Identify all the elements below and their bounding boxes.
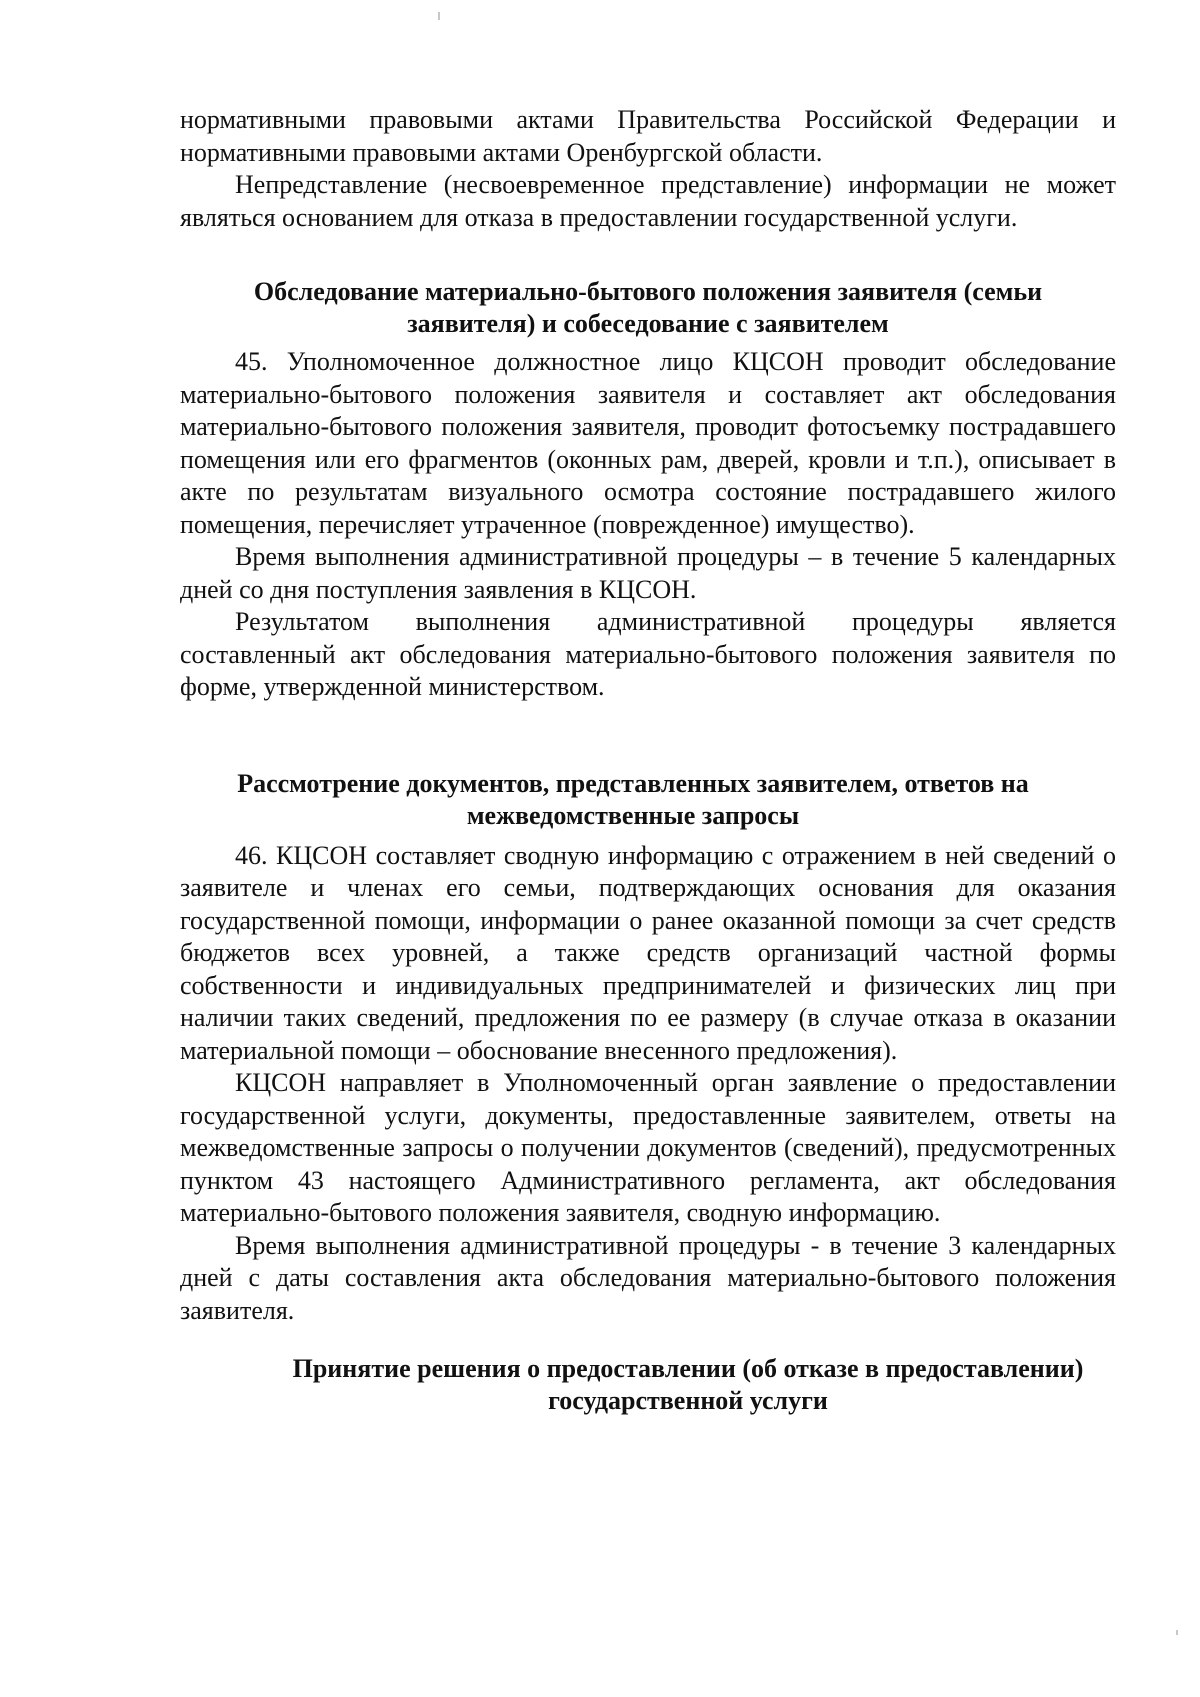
intro-continuation: нормативными правовыми актами Правительства Российской Федерации и нормативными правовыми актами Оренбургской области. (180, 105, 1116, 167)
heading-line: межведомственные запросы (466, 800, 800, 830)
heading-line: государственной услуги (548, 1386, 828, 1415)
review-time-paragraph: Время выполнения административной процедуры - в течение 3 календарных дней с даты составления акта обследования материально-бытового положения заявителя. (180, 1230, 1116, 1325)
heading-line: Рассмотрение документов, представленных заявителем, ответов на (237, 768, 1029, 798)
intro-paragraph: Непредставление (несвоевременное представление) информации не может являться основанием для отказа в предоставлении государственной услуги. (180, 170, 1116, 232)
scan-speck (1176, 1630, 1178, 1635)
survey-time-paragraph: Время выполнения административной процедуры – в течение 5 календарных дней со дня поступления заявления в КЦСОН. (180, 542, 1116, 604)
heading-line: Принятие решения о предоставлении (об отказе в предоставлении) (292, 1354, 1084, 1383)
scan-speck (438, 12, 440, 20)
paragraph-46: 46. КЦСОН составляет сводную информацию с отражением в ней сведений о заявителе и членах его семьи, подтверждающих основания для оказания государственной помощи, информации о ранее оказанной помощи за счет средств бюджетов всех уровней, а также средств организаций частной формы собственности и индивидуальных предпринимателей и физических лиц при наличии таких сведений, предложения по ее размеру (в случае отказа в оказании материальной помощи – обоснование внесенного предложения). (180, 840, 1116, 1065)
section-heading-decision (180, 1353, 1116, 1417)
review-send-paragraph: КЦСОН направляет в Уполномоченный орган заявление о предоставлении государственной услуги, документы, предоставленные заявителем, ответы на межведомственные запросы о получении документов (сведений), предусмотренных пунктом 43 настоящего Административного регламента, акт обследования материально-бытового положения заявителя, сводную информацию. (180, 1068, 1116, 1227)
survey-result-paragraph: Результатом выполнения административной процедуры является составленный акт обследования материально-бытового положения заявителя по форме, утвержденной министерством. (180, 607, 1116, 701)
heading-line: Обследование материально-бытового положения заявителя (семьи (253, 277, 1043, 306)
heading-line: заявителя) и собеседование с заявителем (407, 309, 889, 338)
section-heading-survey (180, 276, 1116, 340)
section-heading-review (180, 768, 1116, 832)
paragraph-45: 45. Уполномоченное должностное лицо КЦСОН проводит обследование материально-бытового положения заявителя и составляет акт обследования материально-бытового положения заявителя, проводит фотосъемку пострадавшего помещения или его фрагментов (оконных рам, дверей, кровли и т.п.), описывает в акте по результатам визуального осмотра состояние пострадавшего жилого помещения, перечисляет утраченное (поврежденное) имущество). (180, 347, 1116, 539)
document-body (180, 104, 1116, 1417)
